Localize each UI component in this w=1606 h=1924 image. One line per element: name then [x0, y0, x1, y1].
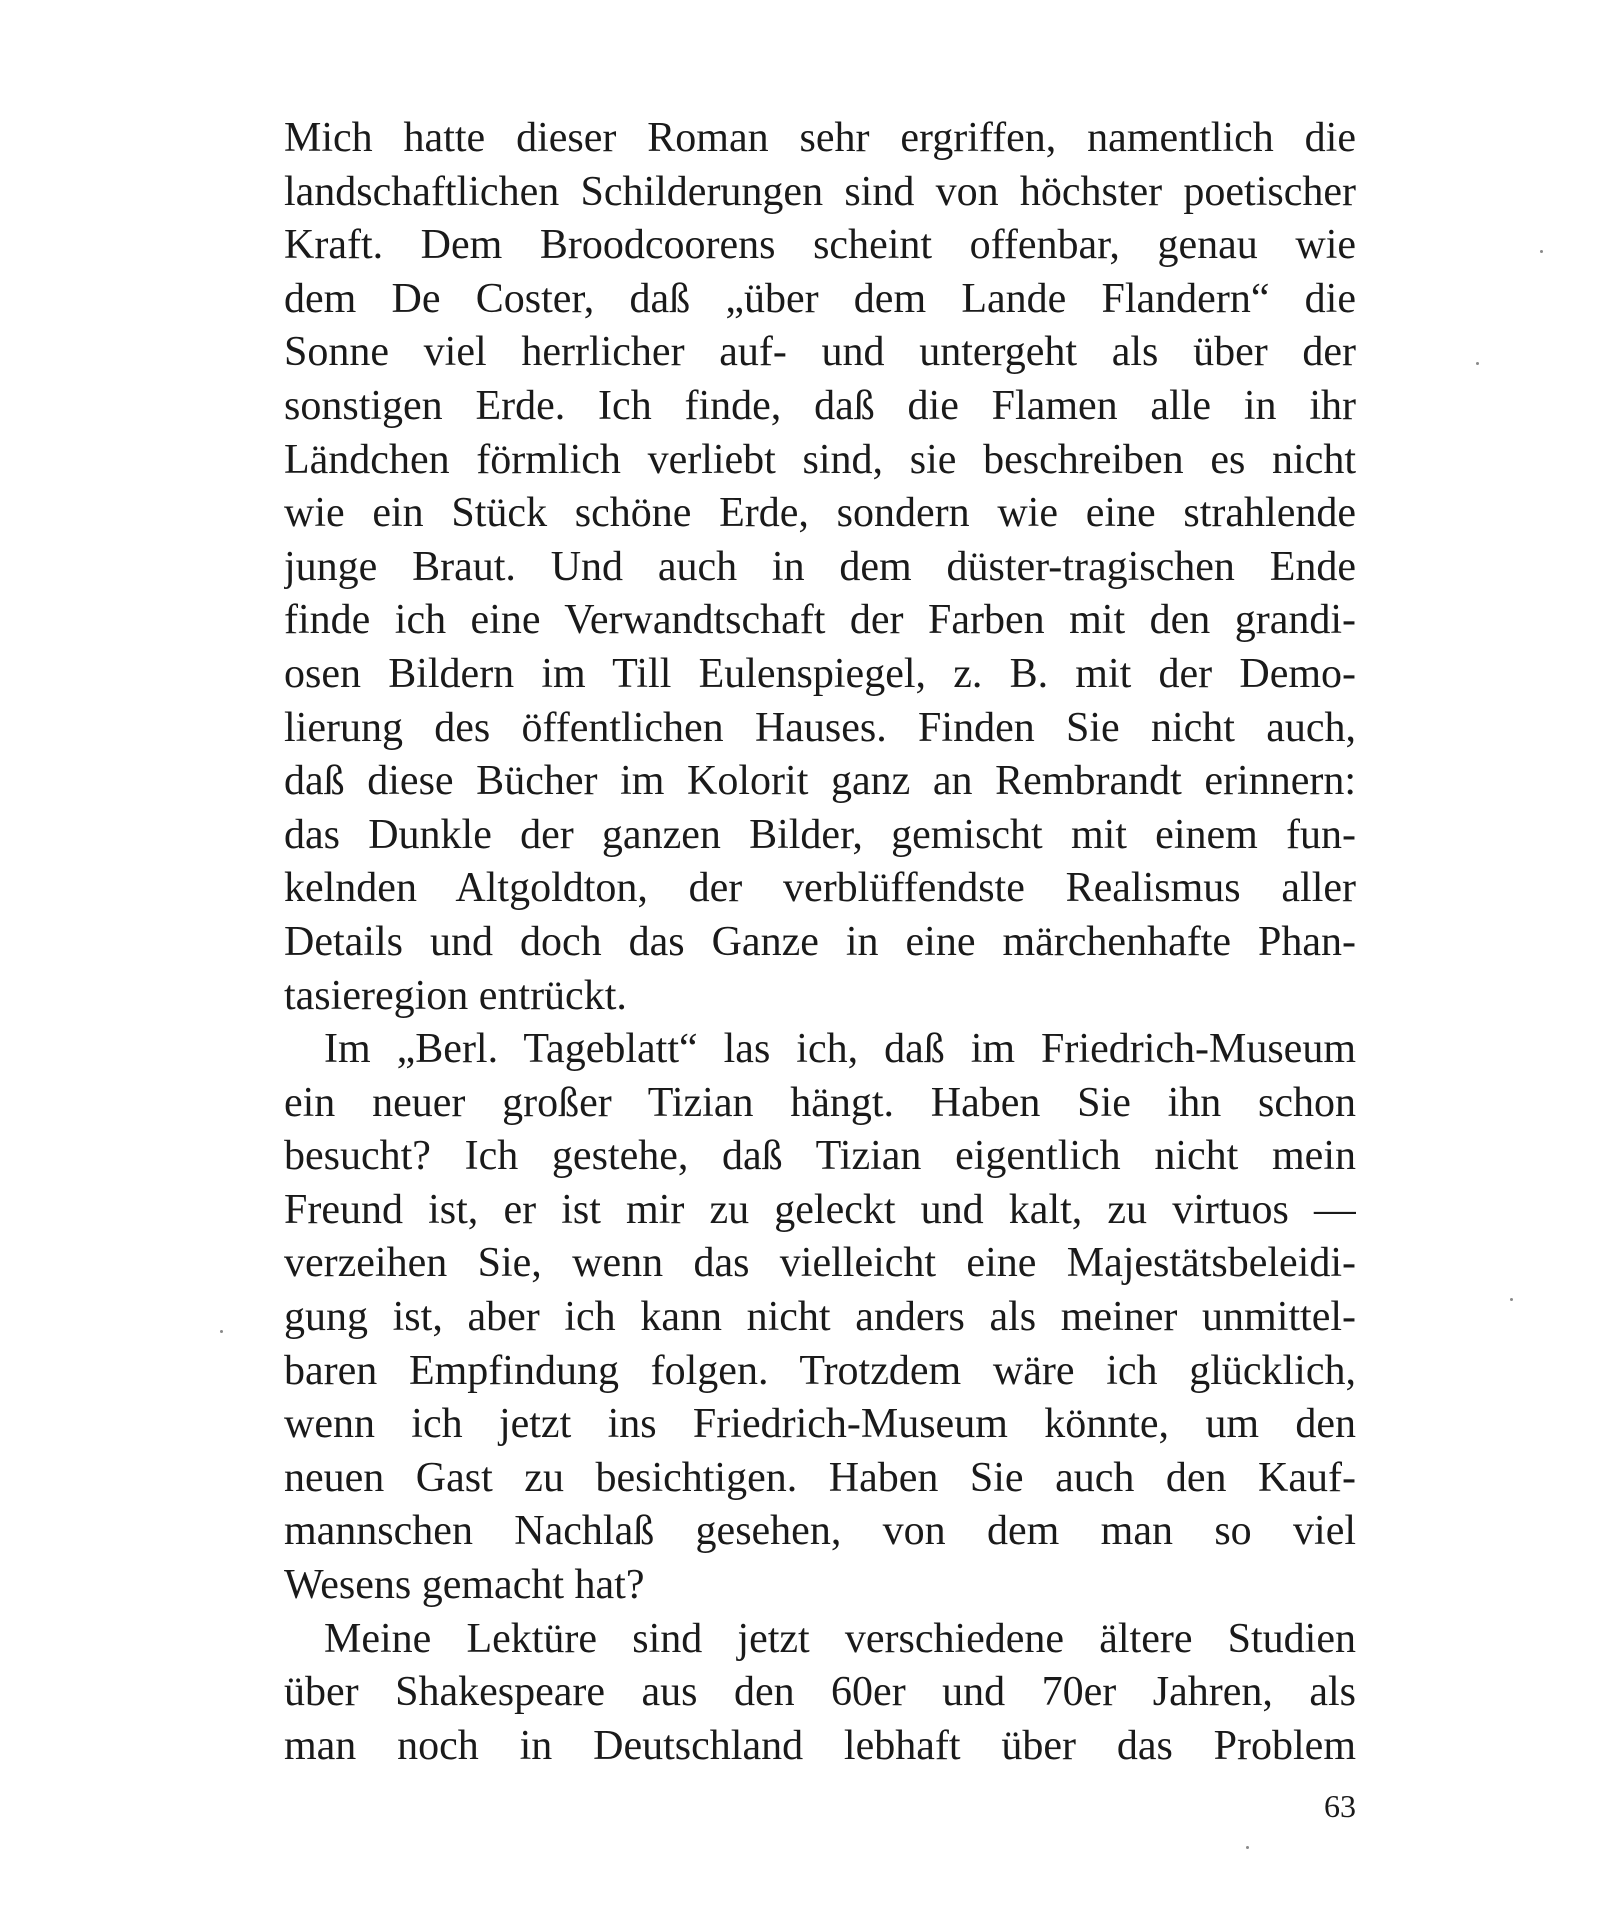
text-line: verzeihen Sie, wenn das vielleicht eine Majestätsbeleidi-	[284, 1240, 1356, 1287]
paper-speck	[1510, 1298, 1513, 1301]
text-line: mannschen Nachlaß gesehen, von dem man so viel	[284, 1508, 1356, 1555]
text-line: das Dunkle der ganzen Bilder, gemischt mit einem fun-	[284, 811, 1356, 858]
text-line: baren Empfindung folgen. Trotzdem wäre ich glücklich,	[284, 1347, 1356, 1394]
text-line: landschaftlichen Schilderungen sind von höchster poetischer	[284, 168, 1356, 215]
page-number: 63	[1324, 1788, 1356, 1824]
text-line: Kraft. Dem Broodcoorens scheint offenbar, genau wie	[284, 222, 1356, 269]
text-line: dem De Coster, daß „über dem Lande Flandern“ die	[284, 275, 1356, 322]
text-line: osen Bildern im Till Eulenspiegel, z. B. mit der Demo-	[284, 650, 1356, 697]
text-line: Mich hatte dieser Roman sehr ergriffen, namentlich die	[284, 115, 1356, 161]
text-line: sonstigen Erde. Ich finde, daß die Flamen alle in ihr	[284, 382, 1356, 429]
text-line: wie ein Stück schöne Erde, sondern wie eine strahlende	[284, 490, 1356, 537]
text-line: Ländchen förmlich verliebt sind, sie beschreiben es nicht	[284, 436, 1356, 483]
text-line: kelnden Altgoldton, der verblüffendste Realismus aller	[284, 865, 1356, 912]
text-line: wenn ich jetzt ins Friedrich-Museum könnte, um den	[284, 1401, 1356, 1448]
text-line: man noch in Deutschland lebhaft über das Problem	[284, 1722, 1356, 1769]
paper-speck	[1540, 250, 1543, 253]
text-line: finde ich eine Verwandtschaft der Farben mit den grandi-	[284, 597, 1356, 644]
text-line: Meine Lektüre sind jetzt verschiedene ältere Studien	[324, 1615, 1356, 1662]
paper-speck	[1246, 1846, 1249, 1849]
text-line: Wesens gemacht hat?	[284, 1562, 645, 1609]
text-line: besucht? Ich gestehe, daß Tizian eigentlich nicht mein	[284, 1133, 1356, 1180]
text-line: tasieregion entrückt.	[284, 972, 627, 1019]
text-line: Details und doch das Ganze in eine märchenhafte Phan-	[284, 918, 1356, 965]
text-line: junge Braut. Und auch in dem düster-tragischen Ende	[284, 543, 1356, 590]
text-line: Im „Berl. Tageblatt“ las ich, daß im Friedrich-Museum	[324, 1026, 1356, 1073]
text-line: Sonne viel herrlicher auf- und untergeht als über der	[284, 329, 1356, 376]
text-line: daß diese Bücher im Kolorit ganz an Rembrandt erinnern:	[284, 758, 1356, 805]
text-line: über Shakespeare aus den 60er und 70er Jahren, als	[284, 1669, 1356, 1716]
text-line: Freund ist, er ist mir zu geleckt und kalt, zu virtuos —	[284, 1186, 1356, 1233]
paper-speck	[1476, 362, 1479, 365]
body-text	[284, 112, 1356, 1773]
paper-speck	[220, 1330, 223, 1333]
text-line: lierung des öffentlichen Hauses. Finden Sie nicht auch,	[284, 704, 1356, 751]
text-line: gung ist, aber ich kann nicht anders als meiner unmittel-	[284, 1294, 1356, 1341]
text-line: neuen Gast zu besichtigen. Haben Sie auch den Kauf-	[284, 1454, 1356, 1501]
text-line: ein neuer großer Tizian hängt. Haben Sie ihn schon	[284, 1079, 1356, 1126]
